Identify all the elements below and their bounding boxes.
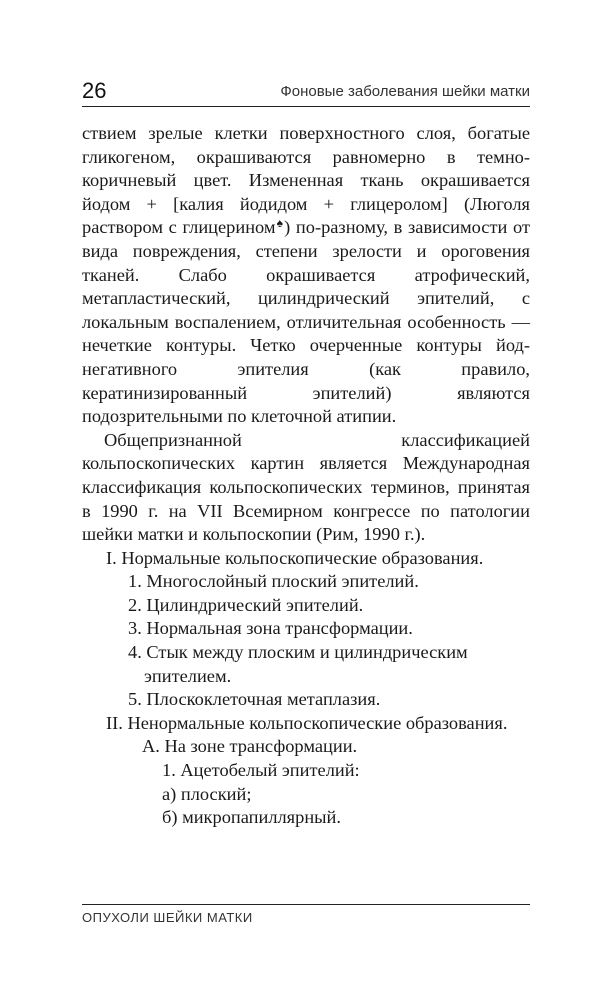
- running-title: Фоновые заболевания шейки матки: [280, 83, 530, 100]
- body-text: [82, 122, 530, 830]
- page-number: 26: [82, 78, 107, 103]
- running-header: [82, 78, 530, 107]
- list-item: а) плоский;: [162, 783, 252, 804]
- paragraph-1-rest: ) по-разному, в зависимости от вида повреждения, степени зрелости и ороговения тканей. Слабо окрашивается атрофический, метапластический, цилиндрический эпителий, с локальным воспалением, отличительная особенность — нечеткие контуры. Четко очерченные контуры йод-негативного эпителия (как правило, кератинизированный эпителий) являются подозрительными по клеточной атипии.: [82, 217, 530, 427]
- footer-section-title: ОПУХОЛИ ШЕЙКИ МАТКИ: [82, 910, 253, 925]
- paragraph-1-main: ствием зрелые клетки поверхностного слоя, богатые гликогеном, окрашиваются равномерно в темно-коричневый цвет. Измененная ткань окрашивается йодом + [калия йодидом + глицеролом] (Люголя раствором с глицерином: [82, 123, 530, 238]
- list-item: 3. Нормальная зона трансформации.: [128, 618, 413, 639]
- paragraph-2: Общепризнанной классификацией кольпоскопических картин является Международная классификация кольпоскопических терминов, принятая в 1990 г. на VII Всемирном конгрессе по патологии шейки матки и кольпоскопии (Рим, 1990 г.).: [82, 429, 530, 545]
- list-item: б) микропапиллярный.: [162, 807, 341, 828]
- list-item: 2. Цилиндрический эпителий.: [128, 594, 364, 615]
- paragraph-1: [82, 122, 530, 429]
- running-footer: [82, 904, 530, 927]
- classification-section-2: II. Ненормальные кольпоскопические образования.: [106, 712, 508, 733]
- classification-subsection-a: А. На зоне трансформации.: [142, 736, 358, 757]
- list-item: 5. Плоскоклеточная метаплазия.: [128, 689, 381, 710]
- registered-drug-mark: ♠: [275, 216, 285, 231]
- classification-section-1: I. Нормальные кольпоскопические образования.: [106, 547, 484, 568]
- list-item: 1. Многослойный плоский эпителий.: [128, 571, 419, 592]
- classification-item-acetowhite: 1. Ацетобелый эпителий:: [162, 760, 360, 781]
- list-item: 4. Стык между плоским и цилиндрическим эпителием.: [128, 642, 468, 686]
